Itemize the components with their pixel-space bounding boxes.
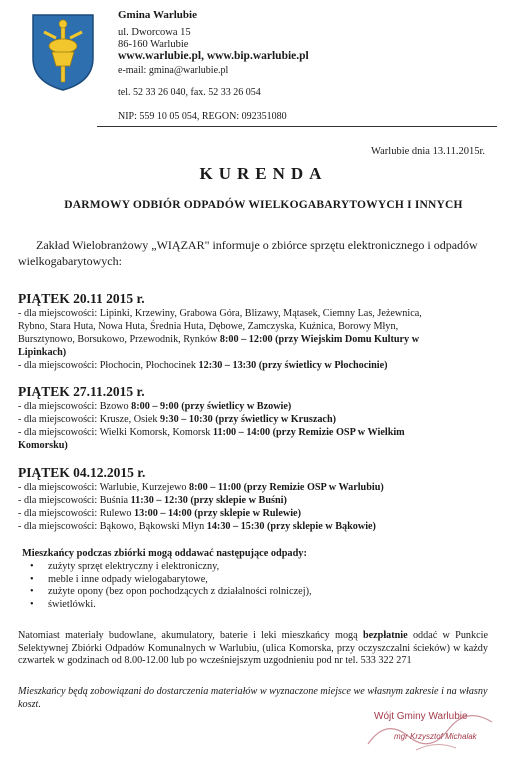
schedule-line: Bursztynowo, Borsukowo, Przewodnik, Rynków 8:00 – 12:00 (przy Wiejskim Domu Kultury w	[18, 334, 420, 345]
day-heading-2: PIĄTEK 27.11.2015 r.	[18, 384, 145, 399]
schedule-line: Rybno, Stara Huta, Nowa Huta, Średnia Huta, Dębowe, Zamczyska, Kuźnica, Borowy Młyn,	[18, 321, 399, 332]
day-schedule-2	[18, 400, 483, 452]
letterhead-websites: www.warlubie.pl, www.bip.warlubie.pl	[118, 50, 309, 62]
letterhead-name: Gmina Warlubie	[118, 9, 197, 21]
list-item: • świetlówki.	[28, 599, 312, 612]
schedule-line: - dla miejscowości: Lipinki, Krzewiny, Grabowa Góra, Blizawy, Mątasek, Ciemny Las, Jeżewnica,	[18, 308, 422, 319]
letterhead-street: ul. Dworcowa 15	[118, 27, 191, 38]
schedule-line: - dla miejscowości: Buśnia 11:30 – 12:30 (przy sklepie w Buśni)	[18, 495, 287, 506]
schedule-line: - dla miejscowości: Warlubie, Kurzejewo 8:00 – 11:00 (przy Remizie OSP w Warlubiu)	[18, 482, 384, 493]
letterhead-nip-regon: NIP: 559 10 05 054, REGON: 092351080	[118, 111, 287, 122]
letterhead-divider	[97, 126, 497, 127]
stamp-signatory: mgr Krzysztof Michalak	[394, 732, 477, 741]
gmina-crest-logo	[30, 12, 96, 92]
schedule-line: - dla miejscowości: Rulewo 13:00 – 14:00 (przy sklepie w Rulewie)	[18, 508, 301, 519]
intro-paragraph: Zakład Wielobranżowy „WIĄZAR" informuje o zbiórce sprzętu elektronicznego i odpadów wielkogabarytowych:	[18, 238, 478, 268]
stamp-title: Wójt Gminy Warlubie	[374, 711, 468, 722]
closing-remark: Mieszkańcy będą zobowiązani do dostarczenia materiałów w wyznaczone miejsce we własnym zakresie i na własny koszt.	[18, 686, 488, 710]
schedule-line: - dla miejscowości: Wielki Komorsk, Komorsk 11:00 – 14:00 (przy Remizie OSP w Wielkim	[18, 427, 405, 438]
document-date: Warlubie dnia 13.11.2015r.	[371, 146, 485, 157]
official-stamp	[356, 700, 501, 758]
accepted-waste-list	[28, 561, 312, 611]
document-title: KURENDA	[199, 164, 328, 183]
schedule-line: Lipinkach)	[18, 347, 67, 358]
schedule-line: - dla miejscowości: Bzowo 8:00 – 9:00 (przy świetlicy w Bzowie)	[18, 401, 292, 412]
letterhead-city: 86-160 Warlubie	[118, 39, 189, 50]
list-item: • zużyte opony (bez opon pochodzących z działalności rolniczej),	[28, 586, 312, 599]
letterhead-phone: tel. 52 33 26 040, fax. 52 33 26 054	[118, 87, 261, 98]
day-heading-1: PIĄTEK 20.11 2015 r.	[18, 291, 145, 306]
accepted-waste-heading: Mieszkańcy podczas zbiórki mogą oddawać następujące odpady:	[22, 548, 307, 559]
schedule-line: - dla miejscowości: Bąkowo, Bąkowski Młyn 14:30 – 15:30 (przy sklepie w Bąkowie)	[18, 521, 376, 532]
list-item: • meble i inne odpady wielogabarytowe,	[28, 574, 312, 587]
collection-point-note: Natomiast materiały budowlane, akumulatory, baterie i leki mieszkańcy mogą bezpłatnie oddać w Punkcie Selektywnej Zbiórki Odpadów Komunalnych w Warlubiu, (ulica Komorska, przy oczyszczalni ścieków) w każdy czwartek w godzinach od 8.00-12.00 lub po wcześniejszym uzgodnieniu pod nr tel. 533 322 271	[18, 630, 488, 666]
list-item: • zużyty sprzęt elektryczny i elektroniczny,	[28, 561, 312, 574]
day-heading-3: PIĄTEK 04.12.2015 r.	[18, 465, 146, 480]
schedule-line: - dla miejscowości: Płochocin, Płochocinek 12:30 – 13:30 (przy świetlicy w Płochocinie)	[18, 360, 388, 371]
document-subtitle: DARMOWY ODBIÓR ODPADÓW WIELKOGABARYTOWYCH I INNYCH	[64, 199, 463, 211]
schedule-line: - dla miejscowości: Krusze, Osiek 9:30 – 10:30 (przy świetlicy w Kruszach)	[18, 414, 337, 425]
day-schedule-3	[18, 481, 483, 533]
day-schedule-1	[18, 307, 483, 372]
letterhead-email: e-mail: gmina@warlubie.pl	[118, 65, 229, 76]
schedule-line: Komorsku)	[18, 440, 68, 451]
